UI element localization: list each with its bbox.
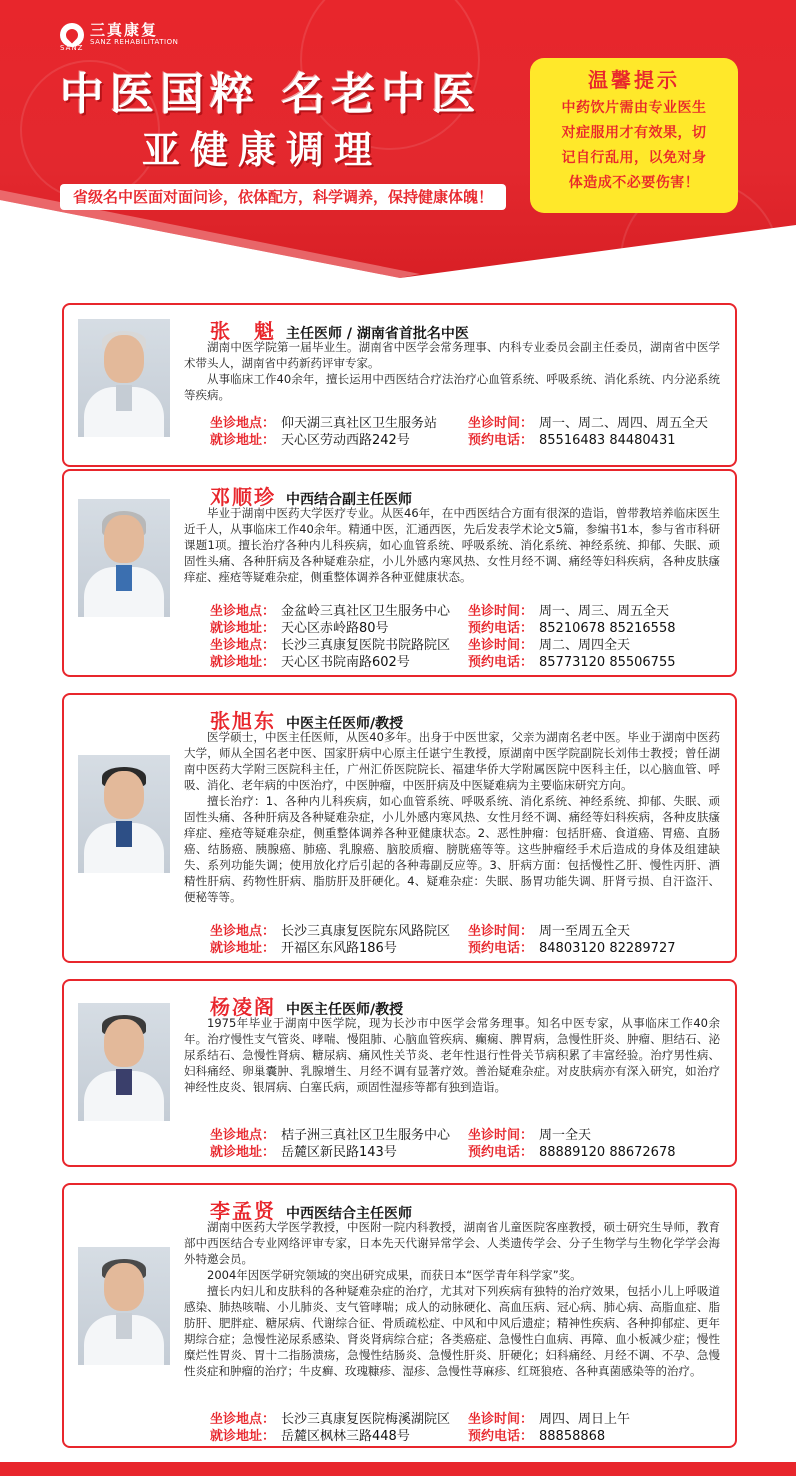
- phone-label: 预约电话：: [468, 433, 534, 448]
- time-label: 坐诊时间：: [468, 638, 534, 653]
- clinic-address: 开福区东风路186号: [281, 941, 397, 956]
- phone-label: 预约电话：: [468, 621, 534, 636]
- clinic-phone[interactable]: 85210678 85216558: [539, 621, 676, 636]
- tip-line: 中药饮片需由专业医生: [561, 100, 707, 116]
- clinic-address: 岳麓区新民路143号: [281, 1145, 397, 1160]
- tip-line: 体造成不必要伤害！: [568, 175, 700, 191]
- address-label: 就诊地址：: [210, 433, 276, 448]
- doctor-card: [62, 693, 737, 963]
- clinic-place: 桔子洲三真社区卫生服务中心: [281, 1128, 451, 1143]
- doctor-heading: [210, 481, 412, 507]
- place-label: 坐诊地点：: [210, 416, 276, 431]
- header-banner: [0, 0, 796, 280]
- main-title: 中医国粹 名老中医: [60, 69, 482, 120]
- clinic-time: 周四、周日上午: [539, 1412, 631, 1427]
- place-label: 坐诊地点：: [210, 1128, 276, 1143]
- schedule-block: [210, 1127, 720, 1161]
- clinic-time: 周一、周三、周五全天: [539, 604, 670, 619]
- schedule-block: [210, 923, 720, 957]
- clinic-place: 长沙三真康复医院梅溪湖院区: [281, 1412, 451, 1427]
- time-label: 坐诊时间：: [468, 1412, 534, 1427]
- slogan: 省级名中医面对面问诊，依体配方，科学调养，保持健康体魄！: [60, 184, 506, 210]
- clinic-address: 天心区劳动西路242号: [281, 433, 410, 448]
- address-label: 就诊地址：: [210, 621, 276, 636]
- phone-label: 预约电话：: [468, 941, 534, 956]
- clinic-place: 长沙三真康复医院东风路院区: [281, 924, 451, 939]
- doctor-card: [62, 1183, 737, 1448]
- place-label: 坐诊地点：: [210, 604, 276, 619]
- doctor-card: [62, 469, 737, 677]
- clinic-address: 天心区书院南路602号: [281, 655, 410, 670]
- doctor-photo: [78, 1003, 170, 1121]
- phone-label: 预约电话：: [468, 1145, 534, 1160]
- bio-paragraph: 2004年因医学研究领域的突出研究成果，而获日本“医学青年科学家”奖。: [207, 1268, 582, 1282]
- bio-paragraph: 毕业于湖南中医药大学医疗专业。从医46年，在中西医结合方面有很深的造诣，曾带教培养临床医生近千人，从事临床工作40余年。精通中医，汇通西医，先后发表学术论文5篇，参编书1本，参与省市科研课题1项。擅长治疗各种内儿科疾病，如心血管系统、呼吸系统、消化系统、神经系统、抑郁、失眠、顽固性头痛、各种肝病及各种疑难杂症，小儿外感内寒风热、女性月经不调、痛经等妇科疾病，各种皮肤瘙痒症、痤疮等疑难杂症，侧重整体调养各种亚健康状态。: [184, 506, 720, 584]
- doctor-photo: [78, 1247, 170, 1365]
- time-label: 坐诊时间：: [468, 1128, 534, 1143]
- clinic-time: 周一至周五全天: [539, 924, 631, 939]
- clinic-time: 周一、周二、周四、周五全天: [539, 416, 709, 431]
- doctor-bio: [184, 1219, 720, 1379]
- doctor-title: 中西医结合主任医师: [286, 1206, 412, 1222]
- tip-title: 温馨提示: [588, 68, 680, 92]
- doctor-photo: [78, 499, 170, 617]
- doctor-title: 中西结合副主任医师: [286, 492, 412, 508]
- place-label: 坐诊地点：: [210, 1412, 276, 1427]
- clinic-phone[interactable]: 88858868: [539, 1429, 606, 1444]
- doctor-photo: [78, 319, 170, 437]
- schedule-block: [210, 603, 720, 671]
- clinic-place: 仰天湖三真社区卫生服务站: [281, 416, 438, 431]
- bio-paragraph: 1975年毕业于湖南中医学院，现为长沙市中医学会常务理事。知名中医专家，从事临床工作40余年。治疗慢性支气管炎、哮喘、慢阻肺、心脑血管疾病、癫痫、脾胃病，急慢性肝炎、肿瘤、胆结石、泌尿系结石、急慢性肾病、糖尿病、痛风性关节炎、老年性退行性骨关节病积累了丰富经验。治疗男性病、妇科痛经、卵巢囊肿、乳腺增生、月经不调有显著疗效。善治疑难杂症。对皮肤病亦有深入研究，如治疗神经性皮炎、银屑病、白塞氏病，顽固性湿疹等都有独到造诣。: [184, 1016, 720, 1094]
- doctor-name: 杨凌阁: [210, 995, 276, 1019]
- clinic-phone[interactable]: 88889120 88672678: [539, 1145, 676, 1160]
- time-label: 坐诊时间：: [468, 416, 534, 431]
- time-label: 坐诊时间：: [468, 924, 534, 939]
- clinic-phone[interactable]: 85516483 84480431: [539, 433, 676, 448]
- place-label: 坐诊地点：: [210, 638, 276, 653]
- doctor-heading: [210, 705, 403, 731]
- address-label: 就诊地址：: [210, 941, 276, 956]
- clinic-address: 岳麓区枫林三路448号: [281, 1429, 410, 1444]
- clinic-place: 金盆岭三真社区卫生服务中心: [281, 604, 451, 619]
- doctor-title: 中医主任医师/教授: [286, 1002, 404, 1018]
- brand-name-en: SANZ REHABILITATION: [90, 38, 179, 46]
- bio-paragraph: 擅长治疗：1、各种内儿科疾病，如心血管系统、呼吸系统、消化系统、神经系统、抑郁、失眠、顽固性头痛、各种肝病及各种疑难杂症，小儿外感内寒风热、女性月经不调、痛经等妇科疾病，各种皮肤瘙痒症、痤疮等疑难杂症，侧重整体调养各种亚健康状态。2、恶性肿瘤：包括肝癌、食道癌、胃癌、直肠癌、结肠癌、胰腺癌、肺癌、乳腺癌、脑胶质瘤、膀胱癌等等。这些肿瘤经手术后造成的身体及组建缺失、系列功能失调；使用放化疗后引起的各种毒副反应等。3、肝病方面：包括慢性乙肝、慢性丙肝、酒精性肝病、药物性肝病、脂肪肝及肝硬化。4、疑难杂症：失眠、肠胃功能失调、肝肾亏损、自汗盗汗、便秘等等。: [184, 794, 720, 904]
- bio-paragraph: 湖南中医药大学医学教授，中医附一院内科教授，湖南省儿童医院客座教授，硕士研究生导师，教育部中西医结合专业网络评审专家，日本先天代谢异常学会、人类遗传学会、分子生物学与生物化学学会海外特邀会员。: [184, 1220, 720, 1266]
- clinic-time: 周一全天: [539, 1128, 592, 1143]
- schedule-block: [210, 415, 720, 449]
- tip-line: 对症服用才有效果，切: [561, 125, 707, 141]
- doctor-title: 主任医师 / 湖南省首批名中医: [286, 326, 469, 342]
- tip-body: [540, 96, 728, 196]
- footer-bar: [0, 1462, 796, 1476]
- clinic-place: 长沙三真康复医院书院路院区: [281, 638, 451, 653]
- place-label: 坐诊地点：: [210, 924, 276, 939]
- doctor-bio: [184, 1015, 720, 1095]
- doctor-name: 张旭东: [210, 709, 276, 733]
- bio-paragraph: 擅长内妇儿和皮肤科的各种疑难杂症的治疗，尤其对下列疾病有独特的治疗效果，包括小儿上呼吸道感染、肺热咳喘、小儿肺炎、支气管哮喘；成人的动脉硬化、高血压病、冠心病、肺心病、高脂血症、脂肪肝、肥胖症、糖尿病、代谢综合征、骨质疏松症、中风和中风后遗症；精神性疾病、各种抑郁症、更年期综合症；急慢性泌尿系感染、肾炎肾病综合症；各类癌症、急慢性白血病、再障、血小板减少症；慢性糜烂性胃炎、胃十二指肠溃疡，急慢性结肠炎、急慢性肝炎、肝硬化；妇科痛经、月经不调、不孕、急慢性炎症和肿瘤的治疗；牛皮癣、玫瑰糠疹、湿疹、急慢性荨麻疹、红斑狼疮、各种真菌感染等的治疗。: [184, 1284, 720, 1378]
- warm-tip-box: [530, 58, 738, 213]
- clinic-phone[interactable]: 85773120 85506755: [539, 655, 676, 670]
- doctor-card: [62, 303, 737, 467]
- doctor-title: 中医主任医师/教授: [286, 716, 404, 732]
- doctor-heading: [210, 315, 469, 341]
- address-label: 就诊地址：: [210, 1429, 276, 1444]
- heart-logo-icon: [60, 23, 84, 47]
- address-label: 就诊地址：: [210, 655, 276, 670]
- tip-line: 记自行乱用，以免对身: [561, 150, 707, 166]
- clinic-time: 周二、周四全天: [539, 638, 631, 653]
- brand-name: 三真康复: [90, 21, 159, 39]
- brand-mark: SANZ: [60, 44, 84, 52]
- doctor-name: 邓顺珍: [210, 485, 276, 509]
- time-label: 坐诊时间：: [468, 604, 534, 619]
- doctor-bio: [184, 505, 720, 585]
- phone-label: 预约电话：: [468, 655, 534, 670]
- doctor-name: 李孟贤: [210, 1199, 276, 1223]
- sub-title: 亚健康调理: [142, 128, 383, 172]
- doctor-name: 张 魁: [210, 319, 276, 343]
- clinic-address: 天心区赤岭路80号: [281, 621, 389, 636]
- bio-paragraph: 医学硕士，中医主任医师，从医40多年。出身于中医世家，父亲为湖南名老中医。毕业于湖南中医药大学，师从全国名老中医、国家肝病中心原主任谌宁生教授，原湖南中医学院副院长刘伟士教授；曾任湖南中医药大学附三医院科主任，广州汇侨医院院长、福建华侨大学附属医院中医科主任，以心脑血管、呼吸、消化、老年病的中医治疗，中医肿瘤，中医肝病及中医疑难病为主要临床研究方向。: [184, 730, 720, 792]
- schedule-block: [210, 1411, 720, 1445]
- clinic-phone[interactable]: 84803120 82289727: [539, 941, 676, 956]
- phone-label: 预约电话：: [468, 1429, 534, 1444]
- bio-paragraph: 从事临床工作40余年，擅长运用中西医结合疗法治疗心血管系统、呼吸系统、消化系统、内分泌系统等疾病。: [184, 372, 720, 402]
- doctor-card: [62, 979, 737, 1167]
- address-label: 就诊地址：: [210, 1145, 276, 1160]
- doctor-bio: [184, 729, 720, 905]
- doctor-heading: [210, 991, 403, 1017]
- bio-paragraph: 湖南中医学院第一届毕业生。湖南省中医学会常务理事、内科专业委员会副主任委员，湖南省中医学术带头人，湖南省中药新药评审专家。: [184, 340, 720, 370]
- doctor-heading: [210, 1195, 412, 1221]
- doctor-bio: [184, 339, 720, 403]
- doctor-photo: [78, 755, 170, 873]
